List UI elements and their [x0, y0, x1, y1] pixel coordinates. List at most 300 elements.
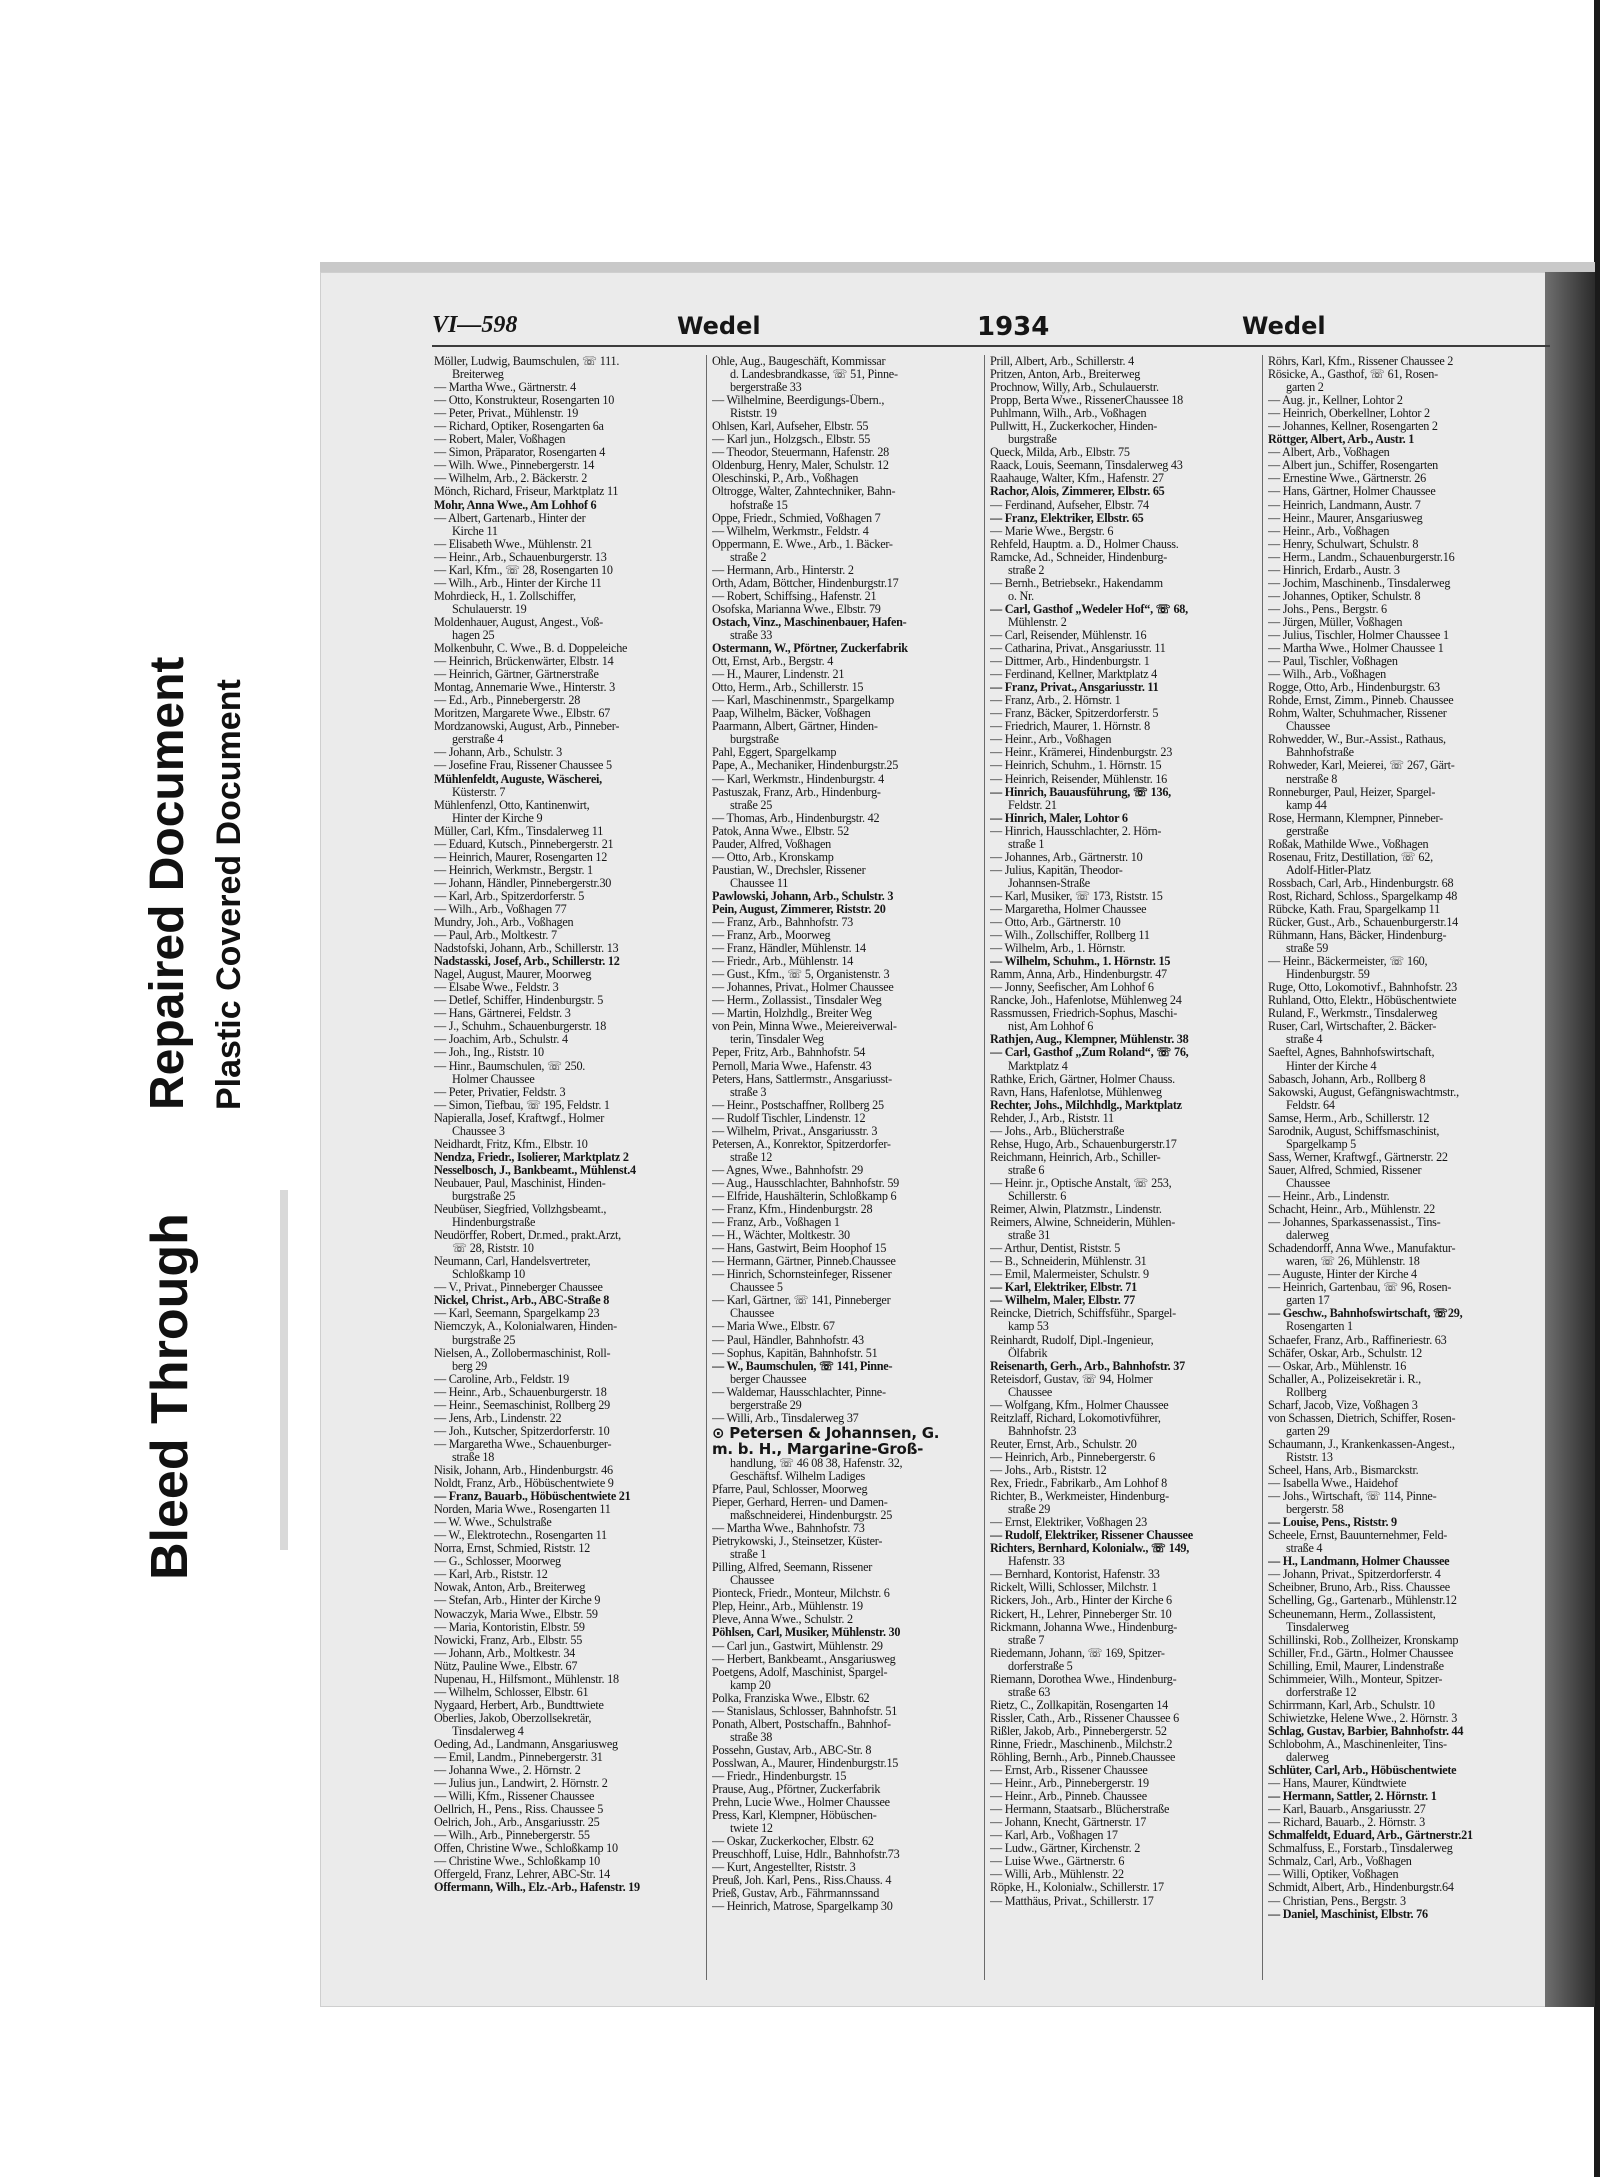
directory-entry: Reimers, Alwine, Schneiderin, Mühlen-	[990, 1216, 1176, 1230]
directory-entry: Paarmann, Albert, Gärtner, Hinden-	[712, 720, 878, 734]
directory-entry: Offermann, Wilh., Elz.-Arb., Hafenstr. 19	[434, 1881, 640, 1895]
entry-continuation: straße 3	[730, 1085, 767, 1099]
directory-entry: — Stefan, Arb., Hinter der Kirche 9	[434, 1594, 601, 1608]
directory-entry: Reitzlaff, Richard, Lokomotivführer,	[990, 1411, 1161, 1425]
directory-entry: Rösicke, A., Gasthof, ☏ 61, Rosen-	[1268, 368, 1438, 382]
directory-entry: — Heinr., Maurer, Ansgariusweg	[1268, 511, 1423, 525]
entry-continuation: Hindenburgstraße	[452, 1216, 536, 1230]
directory-entry: Schlobohm, A., Maschinenleiter, Tins-	[1268, 1737, 1447, 1751]
entry-continuation: straße 33	[730, 628, 773, 642]
directory-entry: — Peter, Privat., Mühlenstr. 19	[434, 407, 579, 421]
entry-continuation: Chaussee 11	[730, 876, 789, 890]
directory-entry: — Emil, Malermeister, Schulstr. 9	[990, 1268, 1149, 1282]
directory-entry: — Elfride, Haushälterin, Schloßkamp 6	[712, 1190, 897, 1203]
directory-entry: — H., Wächter, Moltkestr. 30	[712, 1229, 850, 1243]
directory-entry: — Johs., Arb., Riststr. 12	[990, 1463, 1107, 1477]
directory-entry: — Wilhelm, Privat., Ansgariusstr. 3	[712, 1124, 878, 1138]
directory-entry: Rancke, Joh., Hafenlotse, Mühlenweg 24	[990, 994, 1182, 1008]
directory-entry: — Emil, Landm., Pinnebergerstr. 31	[434, 1751, 603, 1765]
directory-entry: — Arthur, Dentist, Riststr. 5	[990, 1242, 1121, 1256]
entry-continuation: straße 1	[730, 1548, 767, 1562]
directory-entry: Patok, Anna Wwe., Elbstr. 52	[712, 824, 849, 838]
entry-continuation: o. Nr.	[1008, 589, 1034, 603]
directory-entry: Ostach, Vinz., Maschinenbauer, Hafen-	[712, 615, 907, 629]
directory-entry: Queck, Milda, Arb., Elbstr. 75	[990, 446, 1130, 460]
directory-column-4	[1268, 355, 1538, 1980]
directory-entry: — Ernestine Wwe., Gärtnerstr. 26	[1268, 472, 1426, 486]
directory-entry: Oberlies, Jakob, Oberzollsekretär,	[434, 1711, 592, 1725]
directory-entry: Paap, Wilhelm, Bäcker, Voßhagen	[712, 707, 871, 721]
directory-entry: Rücker, Gust., Arb., Schauenburgerstr.14	[1268, 916, 1459, 930]
entry-continuation: garten 17	[1286, 1294, 1330, 1308]
entry-continuation: dalerweg	[1286, 1751, 1329, 1765]
directory-entry: Mühlenfeldt, Auguste, Wäscherei,	[434, 772, 602, 786]
directory-entry: — Geschw., Bahnhofswirtschaft, ☏29,	[1268, 1307, 1463, 1321]
directory-entry: Schlüter, Carl, Arb., Höbüschentwiete	[1268, 1764, 1457, 1778]
directory-entry: Otto, Herm., Arb., Schillerstr. 15	[712, 681, 864, 695]
entry-continuation: straße 6	[1008, 1163, 1045, 1177]
directory-entry: — Johannes, Optiker, Schulstr. 8	[1268, 589, 1421, 603]
directory-entry: — Hinr., Baumschulen, ☏ 250.	[434, 1059, 586, 1073]
directory-entry: — Elisabeth Wwe., Mühlenstr. 21	[434, 537, 593, 551]
directory-entry: Röpke, H., Kolonialw., Schillerstr. 17	[990, 1881, 1164, 1895]
directory-entry: Pernoll, Maria Wwe., Hafenstr. 43	[712, 1059, 872, 1073]
directory-entry: — Ludw., Gärtner, Kirchenstr. 2	[990, 1842, 1141, 1856]
directory-entry: Oldenburg, Henry, Maler, Schulstr. 12	[712, 459, 889, 473]
directory-entry: — Heinr., Arb., Voßhagen	[1268, 524, 1390, 538]
directory-entry: — H., Landmann, Holmer Chaussee	[1268, 1555, 1450, 1569]
entry-continuation: hagen 25	[452, 628, 495, 642]
directory-entry: — Hans, Gastwirt, Beim Hoophof 15	[712, 1242, 887, 1256]
directory-entry: Ostermann, W., Pförtner, Zuckerfabrik	[712, 642, 908, 656]
directory-entry: — Heinrich, Landmann, Austr. 7	[1268, 498, 1421, 512]
directory-entry: Schmalfeldt, Eduard, Arb., Gärtnerstr.21	[1268, 1829, 1473, 1843]
directory-entry: — Franz, Bauarb., Höbüschentwiete 21	[434, 1490, 631, 1504]
directory-entry: Oellrich, H., Pens., Riss. Chaussee 5	[434, 1803, 604, 1817]
directory-entry: Schaumann, J., Krankenkassen-Angest.,	[1268, 1437, 1455, 1451]
directory-entry: Möller, Ludwig, Baumschulen, ☏ 111.	[434, 355, 620, 368]
directory-entry: — Karl, Seemann, Spargelkamp 23	[434, 1307, 600, 1321]
entry-continuation: kamp 44	[1286, 798, 1327, 812]
entry-continuation: waren, ☏ 26, Mühlenstr. 18	[1286, 1255, 1420, 1269]
directory-entry: — Franz, Arb., 2. Hörnstr. 1	[990, 694, 1121, 708]
directory-entry: — Simon, Präparator, Rosengarten 4	[434, 446, 606, 460]
directory-entry: — Franz, Elektriker, Elbstr. 65	[990, 511, 1144, 525]
directory-entry: Nowak, Anton, Arb., Breiterweg	[434, 1581, 586, 1595]
directory-entry: Scheel, Hans, Arb., Bismarckstr.	[1268, 1463, 1419, 1477]
header-rule	[432, 345, 1550, 347]
directory-entry: — Catharina, Privat., Ansgariusstr. 11	[990, 642, 1166, 656]
directory-entry: Rathke, Erich, Gärtner, Holmer Chauss.	[990, 1072, 1175, 1086]
directory-entry: — Ferdinand, Aufseher, Elbstr. 74	[990, 498, 1149, 512]
entry-continuation: straße 29	[1008, 1503, 1051, 1517]
entry-continuation: maßschneiderei, Hindenburgstr. 25	[730, 1509, 893, 1523]
directory-entry: — Wilh., Arb., Pinnebergerstr. 55	[434, 1829, 590, 1843]
directory-entry: — Martin, Holzhdlg., Breiter Weg	[712, 1007, 872, 1021]
directory-entry: — Willi, Optiker, Voßhagen	[1268, 1868, 1399, 1882]
directory-entry: Norra, Ernst, Schmied, Riststr. 12	[434, 1542, 591, 1556]
directory-entry: — G., Schlosser, Moorweg	[434, 1555, 561, 1569]
directory-entry: Norden, Maria Wwe., Rosengarten 11	[434, 1503, 611, 1517]
directory-entry: Prill, Albert, Arb., Schillerstr. 4	[990, 355, 1134, 368]
entry-continuation: Schulauerstr. 19	[452, 602, 527, 616]
entry-continuation: Hinter der Kirche 4	[1286, 1059, 1377, 1073]
directory-entry: Röhling, Bernh., Arb., Pinneb.Chaussee	[990, 1751, 1176, 1765]
entry-continuation: straße 31	[1008, 1229, 1051, 1243]
entry-continuation: straße 1	[1008, 837, 1045, 851]
directory-entry: Pöhlsen, Carl, Musiker, Mühlenstr. 30	[712, 1626, 901, 1640]
directory-entry: — Johann, Knecht, Gärtnerstr. 17	[990, 1816, 1147, 1830]
directory-entry: — Joh., Ing., Riststr. 10	[434, 1046, 544, 1060]
directory-entry: — Johannes, Kellner, Rosengarten 2	[1268, 420, 1438, 434]
directory-entry: — Karl, Arb., Spitzerdorferstr. 5	[434, 889, 585, 903]
directory-entry: Neumann, Carl, Handelsvertreter,	[434, 1255, 591, 1269]
directory-entry: Possehn, Gustav, Arb., ABC-Str. 8	[712, 1743, 872, 1757]
directory-entry: Richter, B., Werkmeister, Hindenburg-	[990, 1490, 1169, 1504]
directory-entry: Neidhardt, Fritz, Kfm., Elbstr. 10	[434, 1137, 588, 1151]
entry-continuation: dorferstraße 12	[1286, 1685, 1357, 1699]
directory-entry: Rickmann, Johanna Wwe., Hindenburg-	[990, 1620, 1178, 1634]
directory-entry: — Franz, Händler, Mühlenstr. 14	[712, 942, 866, 956]
directory-entry: Pfarre, Paul, Schlosser, Moorweg	[712, 1482, 868, 1496]
entry-continuation: bergerstr. 58	[1286, 1503, 1344, 1517]
entry-continuation: Hinter der Kirche 9	[452, 811, 543, 825]
entry-continuation: Marktplatz 4	[1008, 1059, 1068, 1073]
directory-entry: Pape, A., Mechaniker, Hindenburgstr.25	[712, 759, 899, 773]
directory-entry: Rohwedder, W., Bur.-Assist., Rathaus,	[1268, 733, 1446, 747]
directory-entry: Ruge, Otto, Lokomotivf., Bahnhofstr. 23	[1268, 981, 1457, 995]
directory-entry: — Wolfgang, Kfm., Holmer Chaussee	[990, 1398, 1169, 1412]
directory-entry: Pauder, Alfred, Voßhagen	[712, 837, 831, 851]
directory-entry: Rübcke, Kath. Frau, Spargelkamp 11	[1268, 902, 1440, 916]
directory-entry: — Heinr., Bäckermeister, ☏ 160,	[1268, 955, 1428, 969]
directory-entry: Reinhardt, Rudolf, Dipl.-Ingenieur,	[990, 1333, 1154, 1347]
directory-entry: — Heinrich, Maurer, Rosengarten 12	[434, 850, 608, 864]
directory-entry: Nisik, Johann, Arb., Hindenburgstr. 46	[434, 1463, 613, 1477]
directory-entry: — Heinr., Postschaffner, Rollberg 25	[712, 1098, 884, 1112]
directory-entry: — Maria, Kontoristin, Elbstr. 59	[434, 1620, 585, 1634]
directory-entry: Rehder, J., Arb., Riststr. 11	[990, 1111, 1114, 1125]
directory-entry: Nowicki, Franz, Arb., Elbstr. 55	[434, 1633, 583, 1647]
directory-entry: Schimmeier, Wilh., Monteur, Spitzer-	[1268, 1672, 1443, 1686]
directory-entry: Ohle, Aug., Baugeschäft, Kommissar	[712, 355, 886, 368]
directory-entry: Prause, Aug., Pförtner, Zuckerfabrik	[712, 1783, 881, 1797]
directory-entry: — Luise Wwe., Gärtnerstr. 6	[990, 1855, 1125, 1869]
directory-entry: Rosenau, Fritz, Destillation, ☏ 62,	[1268, 850, 1433, 864]
directory-entry: — Aug., Hausschlachter, Bahnhofstr. 59	[712, 1176, 900, 1190]
directory-entry: Rissler, Cath., Arb., Rissener Chaussee 6	[990, 1711, 1179, 1725]
directory-entry: Mordzanowski, August, Arb., Pinneber-	[434, 720, 620, 734]
directory-entry: — Heinr., Krämerei, Hindenburgstr. 23	[990, 746, 1173, 760]
directory-entry: Scheibner, Bruno, Arb., Riss. Chaussee	[1268, 1581, 1450, 1595]
directory-column-3	[990, 355, 1260, 1980]
entry-continuation: Chaussee	[1286, 720, 1331, 734]
entry-continuation: Schloßkamp 10	[452, 1268, 525, 1282]
directory-entry: — Daniel, Maschinist, Elbstr. 76	[1268, 1907, 1428, 1921]
directory-entry: — Johann, Händler, Pinnebergerstr.30	[434, 876, 612, 890]
directory-entry: — J., Schuhm., Schauenburgerstr. 18	[434, 1020, 607, 1034]
label-plastic-covered: Plastic Covered Document	[210, 679, 248, 1110]
label-tab	[280, 1190, 288, 1550]
directory-entry: Rose, Hermann, Klempner, Pinneber-	[1268, 811, 1443, 825]
directory-entry: Neudörffer, Robert, Dr.med., prakt.Arzt,	[434, 1229, 621, 1243]
directory-entry: Propp, Berta Wwe., RissenerChaussee 18	[990, 394, 1184, 408]
directory-entry: — Hans, Gärtnerei, Feldstr. 3	[434, 1007, 571, 1021]
directory-entry: — Richard, Optiker, Rosengarten 6a	[434, 420, 604, 434]
directory-entry: — Heinrich, Werkmstr., Bergstr. 1	[434, 863, 593, 877]
side-label	[140, 630, 280, 1580]
directory-entry: — Maria Wwe., Elbstr. 67	[712, 1320, 835, 1334]
directory-entry: — Paul, Händler, Bahnhofstr. 43	[712, 1333, 864, 1347]
column-divider	[984, 355, 985, 1980]
directory-entry: — Heinrich, Oberkellner, Lohtor 2	[1268, 407, 1430, 421]
directory-entry: — Bernh., Betriebsekr., Hakendamm	[990, 576, 1163, 590]
directory-entry: Mönch, Richard, Friseur, Marktplatz 11	[434, 485, 619, 499]
directory-entry: — Paul, Arb., Moltkestr. 7	[434, 929, 557, 943]
entry-continuation: bergerstraße 33	[730, 381, 802, 395]
directory-entry: — Margaretha, Holmer Chaussee	[990, 902, 1147, 916]
directory-entry: — W., Baumschulen, ☏ 141, Pinne-	[712, 1359, 893, 1373]
directory-entry: Riedemann, Johann, ☏ 169, Spitzer-	[990, 1646, 1165, 1660]
directory-entry: — Herm., Landm., Schauenburgerstr.16	[1268, 550, 1455, 564]
directory-entry: Rickers, Joh., Arb., Hinter der Kirche 6	[990, 1594, 1172, 1608]
directory-entry: — Isabella Wwe., Haidehof	[1268, 1477, 1398, 1491]
directory-entry: — Otto, Arb., Gärtnerstr. 10	[990, 916, 1121, 930]
entry-continuation: berg 29	[452, 1359, 487, 1373]
directory-entry: — Karl, Gärtner, ☏ 141, Pinneberger	[712, 1294, 891, 1308]
directory-entry: — Karl, Elektriker, Elbstr. 71	[990, 1281, 1137, 1295]
directory-entry: — Julius, Tischler, Holmer Chaussee 1	[1268, 628, 1449, 642]
directory-entry: — Hermann, Staatsarb., Blücherstraße	[990, 1803, 1170, 1817]
entry-continuation: burgstraße 25	[452, 1190, 516, 1203]
directory-entry: — Wilhelm, Schlosser, Elbstr. 61	[434, 1685, 589, 1699]
label-repaired-document: Repaired Document	[141, 656, 194, 1110]
directory-entry: — Hermann, Sattler, 2. Hörnstr. 1	[1268, 1790, 1437, 1804]
entry-continuation: straße 2	[730, 550, 767, 564]
directory-entry: Nowaczyk, Maria Wwe., Elbstr. 59	[434, 1607, 598, 1621]
entry-continuation: kamp 53	[1008, 1320, 1049, 1334]
entry-continuation: hofstraße 15	[730, 498, 788, 512]
directory-entry: Pahl, Eggert, Spargelkamp	[712, 746, 837, 760]
directory-entry: — Friedr., Arb., Mühlenstr. 14	[712, 955, 854, 969]
directory-entry: Schadendorff, Anna Wwe., Manufaktur-	[1268, 1242, 1456, 1256]
directory-entry: — Jochim, Maschinenb., Tinsdalerweg	[1268, 576, 1451, 590]
directory-entry: — Bernhard, Kontorist, Hafenstr. 33	[990, 1568, 1160, 1582]
directory-entry: Schmalz, Carl, Arb., Voßhagen	[1268, 1855, 1412, 1869]
entry-continuation: Tinsdalerweg	[1286, 1620, 1349, 1634]
entry-continuation: straße 4	[1286, 1542, 1323, 1556]
directory-entry: Schillinski, Rob., Zollheizer, Kronskamp	[1268, 1633, 1459, 1647]
directory-entry: — Theodor, Steuermann, Hafenstr. 28	[712, 446, 890, 460]
directory-entry: — Hinrich, Maler, Lohtor 6	[990, 811, 1128, 825]
entry-continuation: bergerstraße 29	[730, 1398, 802, 1412]
directory-entry: Reteisdorf, Gustav, ☏ 94, Holmer	[990, 1372, 1153, 1386]
directory-column-1	[434, 355, 704, 1980]
entry-continuation: Bahnhofstraße	[1286, 746, 1354, 760]
directory-entry: — Margaretha Wwe., Schauenburger-	[434, 1437, 612, 1451]
directory-entry: — Oskar, Arb., Mühlenstr. 16	[1268, 1359, 1407, 1373]
directory-entry: — Willi, Kfm., Rissener Chaussee	[434, 1790, 595, 1804]
directory-entry: Nickel, Christ., Arb., ABC-Straße 8	[434, 1294, 610, 1308]
directory-entry: Pleve, Anna Wwe., Schulstr. 2	[712, 1613, 853, 1627]
directory-entry: von Pein, Minna Wwe., Meiereiverwal-	[712, 1020, 897, 1034]
directory-entry: Pawlowski, Johann, Arb., Schulstr. 3	[712, 889, 894, 903]
directory-entry: — Friedr., Hindenburgstr. 15	[712, 1769, 847, 1783]
directory-entry: — Franz, Arb., Voßhagen 1	[712, 1216, 840, 1230]
entry-continuation: Chaussee	[730, 1574, 775, 1588]
directory-entry: — Oskar, Zuckerkocher, Elbstr. 62	[712, 1835, 874, 1849]
directory-entry: Rohde, Ernst, Zimm., Pinneb. Chaussee	[1268, 694, 1454, 708]
directory-entry: Ramcke, Ad., Schneider, Hindenburg-	[990, 550, 1168, 564]
directory-entry: — Joh., Kutscher, Spitzerdorferstr. 10	[434, 1424, 610, 1438]
directory-entry: — Josefine Frau, Rissener Chaussee 5	[434, 759, 612, 773]
directory-column-2	[712, 355, 982, 1980]
entry-continuation: burgstraße 25	[452, 1333, 516, 1347]
directory-entry: Preuschhoff, Luise, Hdlr., Bahnhofstr.73	[712, 1848, 900, 1862]
entry-continuation: berger Chaussee	[730, 1372, 807, 1386]
entry-continuation: Johannsen-Straße	[1008, 876, 1090, 890]
directory-entry: — W. Wwe., Schulstraße	[434, 1516, 552, 1530]
directory-entry: Reisenarth, Gerh., Arb., Bahnhofstr. 37	[990, 1359, 1185, 1373]
column-divider	[706, 355, 707, 1980]
directory-entry: Rachor, Alois, Zimmerer, Elbstr. 65	[990, 485, 1165, 499]
directory-entry: — Paul, Tischler, Voßhagen	[1268, 655, 1398, 669]
entry-continuation: Bahnhofstr. 23	[1008, 1424, 1077, 1438]
directory-entry: Rechter, Johs., Milchhdlg., Marktplatz	[990, 1098, 1182, 1112]
directory-entry: — Hans, Gärtner, Holmer Chaussee	[1268, 485, 1436, 499]
entry-continuation: Geschäftsf. Wilhelm Ladiges	[730, 1469, 866, 1483]
directory-entry: Rex, Friedr., Fabrikarb., Am Lohhof 8	[990, 1477, 1167, 1491]
directory-entry: Nendza, Friedr., Isolierer, Marktplatz 2	[434, 1150, 629, 1164]
directory-entry: Moldenhauer, August, Angest., Voß-	[434, 615, 603, 629]
entry-continuation: handlung, ☏ 46 08 38, Hafenstr. 32,	[730, 1456, 903, 1470]
directory-entry: Oltrogge, Walter, Zahntechniker, Bahn-	[712, 485, 896, 499]
directory-entry: Oeding, Ad., Landmann, Ansgariusweg	[434, 1737, 618, 1751]
directory-entry: — Heinrich, Schuhm., 1. Hörnstr. 15	[990, 759, 1162, 773]
directory-entry: Polka, Franziska Wwe., Elbstr. 62	[712, 1691, 870, 1705]
header-town-left: Wedel	[677, 312, 761, 340]
directory-entry: — Johanna Wwe., 2. Hörnstr. 2	[434, 1764, 581, 1778]
directory-entry: — Wilhelm, Arb., 1. Hörnstr.	[990, 942, 1126, 956]
directory-entry: Reichmann, Heinrich, Arb., Schiller-	[990, 1150, 1161, 1164]
directory-entry: Nesselbosch, J., Bankbeamt., Mühlenst.4	[434, 1163, 636, 1177]
directory-entry: — Heinr., Seemaschinist, Rollberg 29	[434, 1398, 610, 1412]
directory-entry: Schlag, Gustav, Barbier, Bahnhofstr. 44	[1268, 1724, 1464, 1738]
directory-entry: Ravn, Hans, Hafenlotse, Mühlenweg	[990, 1085, 1162, 1099]
directory-entry: Rassmussen, Friedrich-Sophus, Maschi-	[990, 1007, 1178, 1021]
directory-entry: Rohm, Walter, Schuhmacher, Rissener	[1268, 707, 1447, 721]
directory-entry: Ruland, F., Werkmstr., Tinsdalerweg	[1268, 1007, 1438, 1021]
directory-entry: Mundry, Joh., Arb., Voßhagen	[434, 916, 574, 930]
directory-entry: Reimer, Alwin, Platzmstr., Lindenstr.	[990, 1203, 1162, 1217]
directory-entry: Sabasch, Johann, Arb., Rollberg 8	[1268, 1072, 1426, 1086]
entry-continuation: kamp 20	[730, 1678, 771, 1692]
directory-entry: — Wilhelm, Schuhm., 1. Hörnstr. 15	[990, 955, 1171, 969]
directory-entry: — Karl, Maschinenmstr., Spargelkamp	[712, 694, 894, 708]
directory-entry: — Heinrich, Gartenbau, ☏ 96, Rosen-	[1268, 1281, 1452, 1295]
directory-entry: — Hans, Maurer, Kündtwiete	[1268, 1777, 1407, 1791]
directory-entry: — Heinr., Arb., Schauenburgerstr. 13	[434, 550, 607, 564]
directory-entry: Reincke, Dietrich, Schiffsführ., Spargel-	[990, 1307, 1176, 1321]
directory-entry: — Karl, Kfm., ☏ 28, Rosengarten 10	[434, 563, 613, 577]
entry-continuation: gerstraße 4	[452, 733, 504, 747]
directory-entry: — Johannes, Privat., Holmer Chaussee	[712, 981, 894, 995]
directory-entry: m. b. H., Margarine-Groß-	[712, 1440, 924, 1457]
directory-entry: — Johann, Arb., Schulstr. 3	[434, 746, 562, 760]
directory-entry: — Rudolf Tischler, Lindenstr. 12	[712, 1111, 866, 1125]
directory-entry: Rogge, Otto, Arb., Hindenburgstr. 63	[1268, 681, 1440, 695]
directory-entry: — Johann, Arb., Moltkestr. 34	[434, 1646, 576, 1660]
directory-entry: — Carl, Gasthof „Zum Roland“, ☏ 76,	[990, 1046, 1189, 1060]
directory-entry: — Agnes, Wwe., Bahnhofstr. 29	[712, 1163, 863, 1177]
header-year: 1934	[977, 312, 1050, 342]
directory-entry: — Heinr., Arb., Lindenstr.	[1268, 1190, 1390, 1203]
directory-entry: Prehn, Lucie Wwe., Holmer Chaussee	[712, 1796, 890, 1810]
directory-entry: — Karl jun., Holzgsch., Elbstr. 55	[712, 433, 871, 447]
directory-entry: — Aug. jr., Kellner, Lohtor 2	[1268, 394, 1403, 408]
directory-entry: Rossbach, Carl, Arb., Hindenburgstr. 68	[1268, 876, 1454, 890]
directory-entry: Raack, Louis, Seemann, Tinsdalerweg 43	[990, 459, 1183, 473]
entry-continuation: straße 2	[1008, 563, 1045, 577]
directory-entry: Rühmann, Hans, Bäcker, Hindenburg-	[1268, 929, 1447, 943]
directory-entry: — Wilh. Wwe., Pinnebergerstr. 14	[434, 459, 595, 473]
directory-entry: — Wilh., Zollschiffer, Rollberg 11	[990, 929, 1150, 943]
entry-continuation: Chaussee	[1008, 1385, 1053, 1399]
directory-entry: Samse, Herm., Arb., Schillerstr. 12	[1268, 1111, 1430, 1125]
entry-continuation: garten 29	[1286, 1424, 1330, 1438]
directory-entry: Orth, Adam, Böttcher, Hindenburgstr.17	[712, 576, 899, 590]
entry-continuation: d. Landesbrandkasse, ☏ 51, Pinne-	[730, 368, 898, 382]
directory-entry: Mohr, Anna Wwe., Am Lohhof 6	[434, 498, 597, 512]
entry-continuation: Chaussee 5	[730, 1281, 783, 1295]
directory-entry: — Johannes, Sparkassenassist., Tins-	[1268, 1216, 1441, 1230]
directory-entry: — Stanislaus, Schlosser, Bahnhofstr. 51	[712, 1704, 898, 1718]
directory-entry: — Joachim, Arb., Schulstr. 4	[434, 1033, 568, 1047]
directory-entry: Oppe, Friedr., Schmied, Voßhagen 7	[712, 511, 881, 525]
entry-continuation: twiete 12	[730, 1822, 773, 1836]
entry-continuation: Hafenstr. 33	[1008, 1555, 1065, 1569]
entry-continuation: straße 63	[1008, 1685, 1051, 1699]
directory-entry: Rehfeld, Hauptm. a. D., Holmer Chauss.	[990, 537, 1179, 551]
entry-continuation: gerstraße	[1286, 824, 1329, 838]
directory-entry: — Heinr., Arb., Pinneb. Chaussee	[990, 1790, 1147, 1804]
directory-entry: Ramm, Anna, Arb., Hindenburgstr. 47	[990, 968, 1167, 982]
directory-entry: Napieralla, Josef, Kraftwgf., Holmer	[434, 1111, 605, 1125]
entry-continuation: burgstraße	[1008, 433, 1057, 447]
directory-entry: — Wilhelm, Arb., 2. Bäckerstr. 2	[434, 472, 588, 486]
directory-entry: Press, Karl, Klempner, Höbüschen-	[712, 1809, 877, 1823]
entry-continuation: Chaussee 3	[452, 1124, 505, 1138]
entry-continuation: ☏ 28, Riststr. 10	[452, 1242, 534, 1256]
directory-entry: — Eduard, Kutsch., Pinnebergerstr. 21	[434, 837, 614, 851]
directory-entry: Rehse, Hugo, Arb., Schauenburgerstr.17	[990, 1137, 1177, 1151]
directory-entry: — Franz, Bäcker, Spitzerdorferstr. 5	[990, 707, 1159, 721]
directory-entry: Plep, Heinr., Arb., Mühlenstr. 19	[712, 1600, 863, 1614]
directory-entry: Pilling, Alfred, Seemann, Rissener	[712, 1561, 873, 1575]
entry-continuation: Rosengarten 1	[1286, 1320, 1353, 1334]
entry-continuation: straße 38	[730, 1730, 773, 1744]
directory-entry: — Richard, Bauarb., 2. Hörnstr. 3	[1268, 1816, 1425, 1830]
directory-entry: Poetgens, Adolf, Maschinist, Spargel-	[712, 1665, 888, 1679]
directory-entry: Schirrmann, Karl, Arb., Schulstr. 10	[1268, 1698, 1435, 1712]
directory-entry: — Martha Wwe., Bahnhofstr. 73	[712, 1522, 865, 1536]
entry-continuation: Küsterstr. 7	[452, 785, 506, 799]
directory-entry: Scharf, Jacob, Vize, Voßhagen 3	[1268, 1398, 1418, 1412]
directory-entry: — Sophus, Kapitän, Bahnhofstr. 51	[712, 1346, 878, 1360]
directory-entry: — Kurt, Angestellter, Riststr. 3	[712, 1861, 856, 1875]
directory-entry: — Matthäus, Privat., Schillerstr. 17	[990, 1894, 1154, 1908]
directory-entry: Neubüser, Siegfried, Vollzhgsbeamt.,	[434, 1203, 607, 1217]
